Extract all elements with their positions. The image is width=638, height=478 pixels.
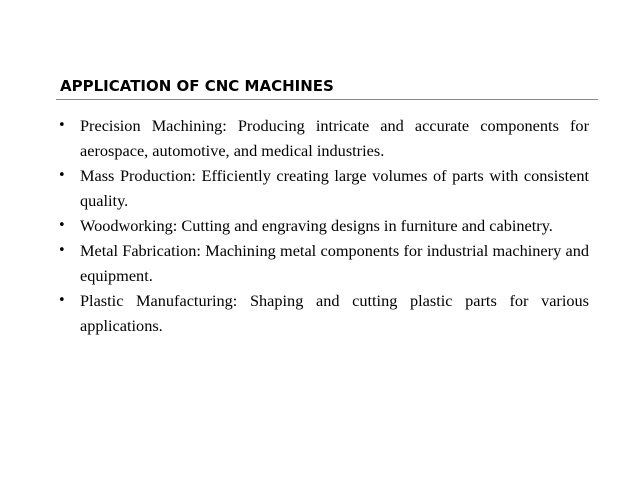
bullet-icon: •	[58, 118, 66, 133]
bullet-icon: •	[58, 293, 66, 308]
bullet-icon: •	[58, 243, 66, 258]
list-item	[58, 238, 589, 288]
bullet-text: Metal Fabrication: Machining metal components for industrial machinery and equipment.	[80, 241, 589, 285]
bullet-text: Precision Machining: Producing intricate and accurate components for aerospace, automotive, and medical industries.	[80, 116, 589, 160]
bullet-icon: •	[58, 168, 66, 183]
bullet-text: Woodworking: Cutting and engraving designs in furniture and cabinetry.	[80, 216, 553, 235]
list-item	[58, 113, 589, 163]
list-item	[58, 213, 589, 238]
title-divider	[56, 99, 598, 100]
bullet-list	[58, 113, 589, 338]
list-item	[58, 288, 589, 338]
bullet-icon: •	[58, 218, 66, 233]
bullet-text: Plastic Manufacturing: Shaping and cutting plastic parts for various applications.	[80, 291, 589, 335]
list-item	[58, 163, 589, 213]
bullet-text: Mass Production: Efficiently creating large volumes of parts with consistent quality.	[80, 166, 589, 210]
slide-title: APPLICATION OF CNC MACHINES	[60, 77, 334, 95]
